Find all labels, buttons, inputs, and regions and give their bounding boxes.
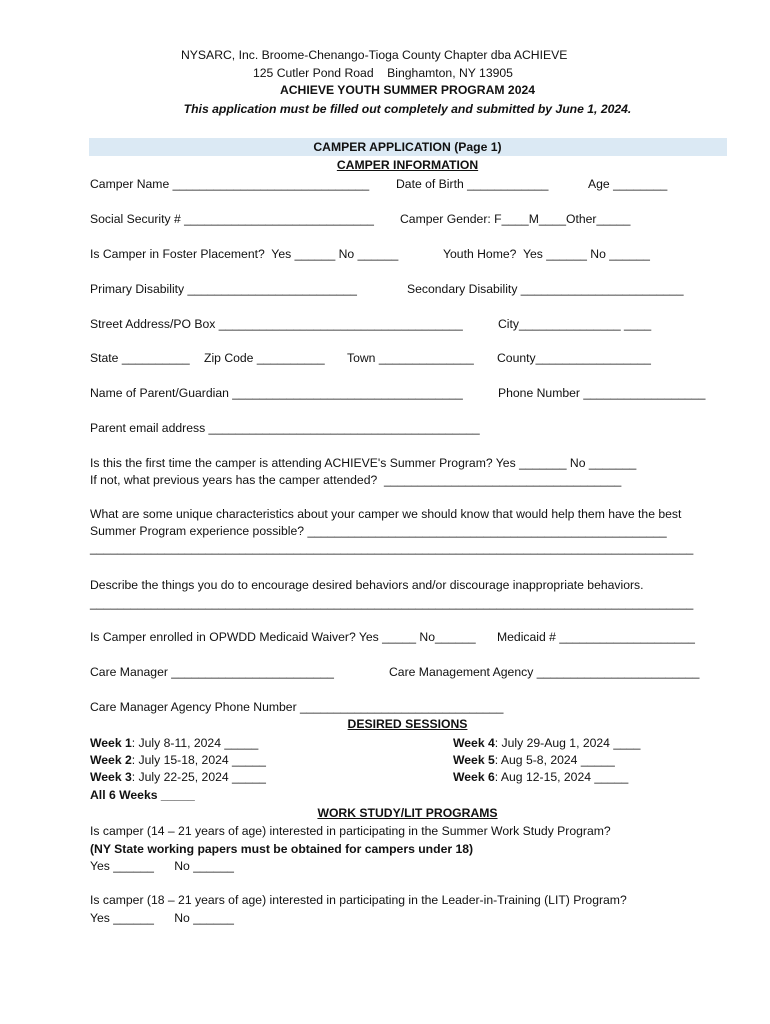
deadline-note: This application must be filled out completely and submitted by June 1, 2024. xyxy=(183,102,632,116)
working-papers-note: (NY State working papers must be obtained for campers under 18) xyxy=(90,842,474,856)
age-field[interactable]: Age ________ xyxy=(588,177,668,191)
camper-name-field[interactable]: Camper Name _____________________________ xyxy=(90,177,370,191)
medicaid-number-field[interactable]: Medicaid # ____________________ xyxy=(497,630,695,644)
application-title: CAMPER APPLICATION (Page 1) xyxy=(313,140,502,154)
parent-email-field[interactable]: Parent email address ________________________________________ xyxy=(90,421,480,435)
org-address: 125 Cutler Pond Road Binghamton, NY 13905 xyxy=(253,66,513,80)
lit-question: Is camper (18 – 21 years of age) interested in participating in the Leader-in-Training (LIT) Program? xyxy=(90,893,627,907)
behaviors-answer-line[interactable]: _________________________________________________________________________________________ xyxy=(90,596,694,610)
week-dates: : July 15-18, 2024 _____ xyxy=(131,753,266,767)
workstudy-question: Is camper (14 – 21 years of age) interested in participating in the Summer Work Study Program? xyxy=(90,824,611,838)
session-week6[interactable] xyxy=(453,770,628,785)
unique-question-line2[interactable]: Summer Program experience possible? _____________________________________________________ xyxy=(90,524,667,538)
workstudy-yes-no[interactable]: Yes ______ No ______ xyxy=(90,859,234,873)
gender-field[interactable]: Camper Gender: F____M____Other_____ xyxy=(400,212,631,226)
week-label: Week 3 xyxy=(90,770,132,784)
secondary-disability-field[interactable]: Secondary Disability ________________________ xyxy=(407,282,684,296)
week-label: Week 4 xyxy=(453,736,495,750)
guardian-field[interactable]: Name of Parent/Guardian __________________________________ xyxy=(90,386,463,400)
youth-home-field[interactable]: Youth Home? Yes ______ No ______ xyxy=(443,247,650,261)
street-field[interactable]: Street Address/PO Box ____________________________________ xyxy=(90,317,463,331)
org-name: NYSARC, Inc. Broome-Chenango-Tioga County Chapter dba ACHIEVE xyxy=(181,48,568,62)
unique-answer-line[interactable]: _________________________________________________________________________________________ xyxy=(90,541,694,555)
camper-info-heading: CAMPER INFORMATION xyxy=(336,158,479,172)
session-all-weeks[interactable]: All 6 Weeks _____ xyxy=(90,788,195,802)
town-field[interactable]: Town ______________ xyxy=(347,351,474,365)
unique-question-line1: What are some unique characteristics about your camper we should know that would help them have the best xyxy=(90,507,682,521)
week-label: Week 5 xyxy=(453,753,495,767)
program-title: ACHIEVE YOUTH SUMMER PROGRAM 2024 xyxy=(279,83,536,97)
week-dates: : Aug 12-15, 2024 _____ xyxy=(494,770,629,784)
week-dates: : July 29-Aug 1, 2024 ____ xyxy=(494,736,641,750)
previous-years-field[interactable]: If not, what previous years has the camper attended? ___________________________________ xyxy=(90,473,622,487)
week-dates: : July 22-25, 2024 _____ xyxy=(131,770,266,784)
behaviors-question: Describe the things you do to encourage desired behaviors and/or discourage inappropriate behaviors. xyxy=(90,578,644,592)
week-label: Week 6 xyxy=(453,770,495,784)
dob-field[interactable]: Date of Birth ____________ xyxy=(396,177,549,191)
sessions-heading: DESIRED SESSIONS xyxy=(347,717,468,731)
week-dates: : July 8-11, 2024 _____ xyxy=(131,736,259,750)
county-field[interactable]: County_________________ xyxy=(497,351,651,365)
agency-phone-field[interactable]: Care Manager Agency Phone Number ______________________________ xyxy=(90,700,504,714)
zip-field[interactable]: Zip Code __________ xyxy=(204,351,325,365)
session-week5[interactable] xyxy=(453,753,615,768)
primary-disability-field[interactable]: Primary Disability _________________________ xyxy=(90,282,357,296)
phone-field[interactable]: Phone Number __________________ xyxy=(498,386,706,400)
foster-field[interactable]: Is Camper in Foster Placement? Yes ______ No ______ xyxy=(90,247,399,261)
city-field[interactable]: City_______________ ____ xyxy=(498,317,652,331)
lit-yes-no[interactable]: Yes ______ No ______ xyxy=(90,911,234,925)
workstudy-heading: WORK STUDY/LIT PROGRAMS xyxy=(317,806,498,820)
care-manager-field[interactable]: Care Manager ________________________ xyxy=(90,665,334,679)
state-field[interactable]: State __________ xyxy=(90,351,190,365)
week-label: Week 1 xyxy=(90,736,132,750)
session-week1[interactable] xyxy=(90,736,258,751)
session-week3[interactable] xyxy=(90,770,266,785)
ssn-field[interactable]: Social Security # ____________________________ xyxy=(90,212,374,226)
first-time-field[interactable]: Is this the first time the camper is attending ACHIEVE's Summer Program? Yes _______ No _______ xyxy=(90,456,637,470)
session-week4[interactable] xyxy=(453,736,640,751)
medicaid-waiver-field[interactable]: Is Camper enrolled in OPWDD Medicaid Waiver? Yes _____ No______ xyxy=(90,630,476,644)
week-label: Week 2 xyxy=(90,753,132,767)
week-dates: : Aug 5-8, 2024 _____ xyxy=(494,753,615,767)
session-week2[interactable] xyxy=(90,753,266,768)
care-agency-field[interactable]: Care Management Agency ________________________ xyxy=(389,665,700,679)
